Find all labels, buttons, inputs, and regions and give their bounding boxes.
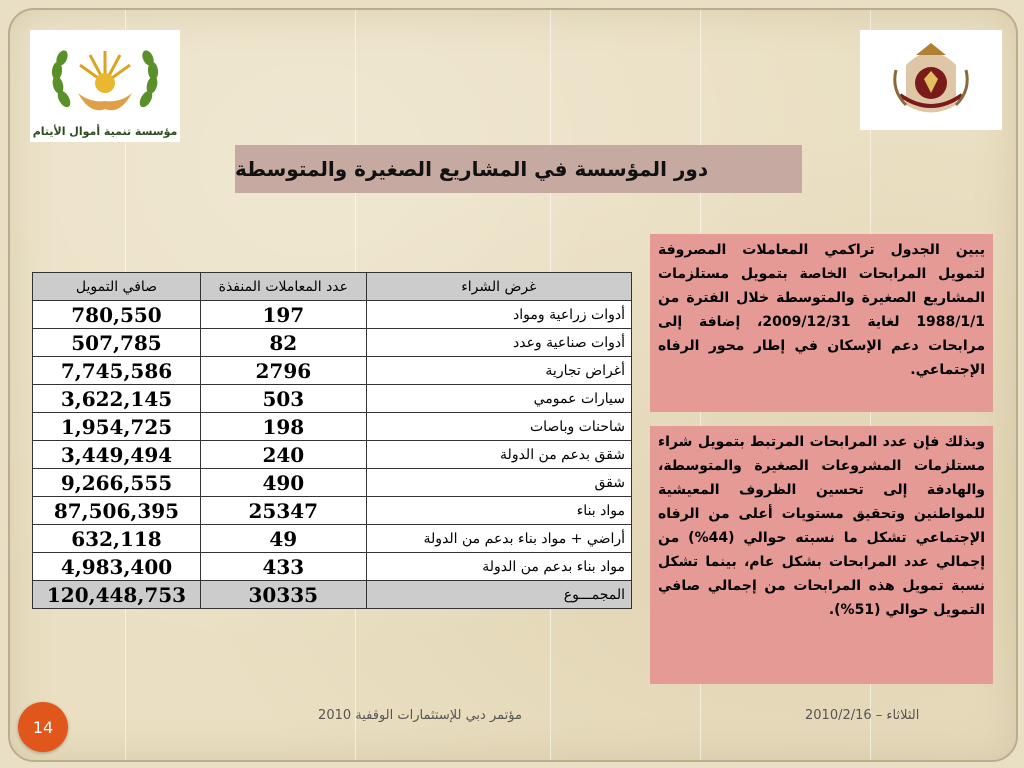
cell-purpose: أراضي + مواد بناء بدعم من الدولة — [366, 525, 631, 553]
footer-date: الثلاثاء – 2010/2/16 — [805, 708, 920, 723]
header-purpose: غرض الشراء — [366, 273, 631, 301]
table-total-row — [33, 581, 632, 609]
cell-count: 433 — [200, 553, 366, 581]
table-header-row — [33, 273, 632, 301]
footer-conference: مؤتمر دبي للإستثمارات الوقفية 2010 — [318, 708, 522, 723]
cell-net: 632,118 — [33, 525, 201, 553]
cell-count: 25347 — [200, 497, 366, 525]
coat-of-arms-icon — [886, 35, 976, 125]
cell-net: 507,785 — [33, 329, 201, 357]
laurel-hands-logo-icon — [40, 43, 170, 125]
table-row — [33, 357, 632, 385]
cell-purpose: سيارات عمومي — [366, 385, 631, 413]
table-row — [33, 441, 632, 469]
cell-net: 7,745,586 — [33, 357, 201, 385]
table-row — [33, 329, 632, 357]
cell-net: 87,506,395 — [33, 497, 201, 525]
page-number-badge: 14 — [18, 702, 68, 752]
summary-textbox: يبين الجدول تراكمي المعاملات المصروفة لتمويل المرابحات الخاصة بتمويل مستلزمات المشاريع الصغيرة والمتوسطة خلال الفترة من 1988/1/1 لغاية 2009/12/31، إضافة إلى مرابحات دعم الإسكان في إطار محور الرفاه الإجتماعي. — [650, 234, 993, 412]
total-label: المجمـــوع — [366, 581, 631, 609]
analysis-textbox: وبذلك فإن عدد المرابحات المرتبط بتمويل شراء مستلزمات المشروعات الصغيرة والمتوسطة، والهادفة إلى تحسين الظروف المعيشية للمواطنين وتحقيق مستويات أعلى من الرفاه الإجتماعي تشكل ما نسبته حوالي (44%) من إجمالي عدد المرابحات بشكل عام، بينما تشكل نسبة تمويل هذه المرابحات من إجمالي صافي التمويل حوالي (51%). — [650, 426, 993, 684]
cell-count: 490 — [200, 469, 366, 497]
table-row — [33, 301, 632, 329]
cell-net: 9,266,555 — [33, 469, 201, 497]
header-count: عدد المعاملات المنفذة — [200, 273, 366, 301]
cell-net: 4,983,400 — [33, 553, 201, 581]
cell-purpose: أدوات صناعية وعدد — [366, 329, 631, 357]
table-row — [33, 553, 632, 581]
table-row — [33, 469, 632, 497]
financing-table — [32, 272, 632, 609]
cell-purpose: شقق بدعم من الدولة — [366, 441, 631, 469]
cell-count: 49 — [200, 525, 366, 553]
table-row — [33, 385, 632, 413]
jordan-coat-of-arms-logo — [860, 30, 1002, 130]
header-net: صافي التمويل — [33, 273, 201, 301]
table-row — [33, 525, 632, 553]
cell-purpose: مواد بناء — [366, 497, 631, 525]
cell-count: 240 — [200, 441, 366, 469]
cell-count: 82 — [200, 329, 366, 357]
cell-net: 1,954,725 — [33, 413, 201, 441]
cell-purpose: مواد بناء بدعم من الدولة — [366, 553, 631, 581]
cell-purpose: أدوات زراعية ومواد — [366, 301, 631, 329]
cell-purpose: شاحنات وباصات — [366, 413, 631, 441]
logo-caption: مؤسسة تنمية أموال الأيتام — [32, 125, 178, 138]
cell-net: 3,449,494 — [33, 441, 201, 469]
slide — [8, 8, 1018, 762]
cell-count: 198 — [200, 413, 366, 441]
total-net: 120,448,753 — [33, 581, 201, 609]
cell-count: 197 — [200, 301, 366, 329]
table-row — [33, 497, 632, 525]
table-row — [33, 413, 632, 441]
slide-title: دور المؤسسة في المشاريع الصغيرة والمتوسطة — [235, 145, 802, 193]
cell-purpose: أغراض تجارية — [366, 357, 631, 385]
cell-count: 2796 — [200, 357, 366, 385]
total-count: 30335 — [200, 581, 366, 609]
cell-net: 780,550 — [33, 301, 201, 329]
cell-purpose: شقق — [366, 469, 631, 497]
cell-count: 503 — [200, 385, 366, 413]
orphans-fund-logo — [30, 30, 180, 142]
cell-net: 3,622,145 — [33, 385, 201, 413]
